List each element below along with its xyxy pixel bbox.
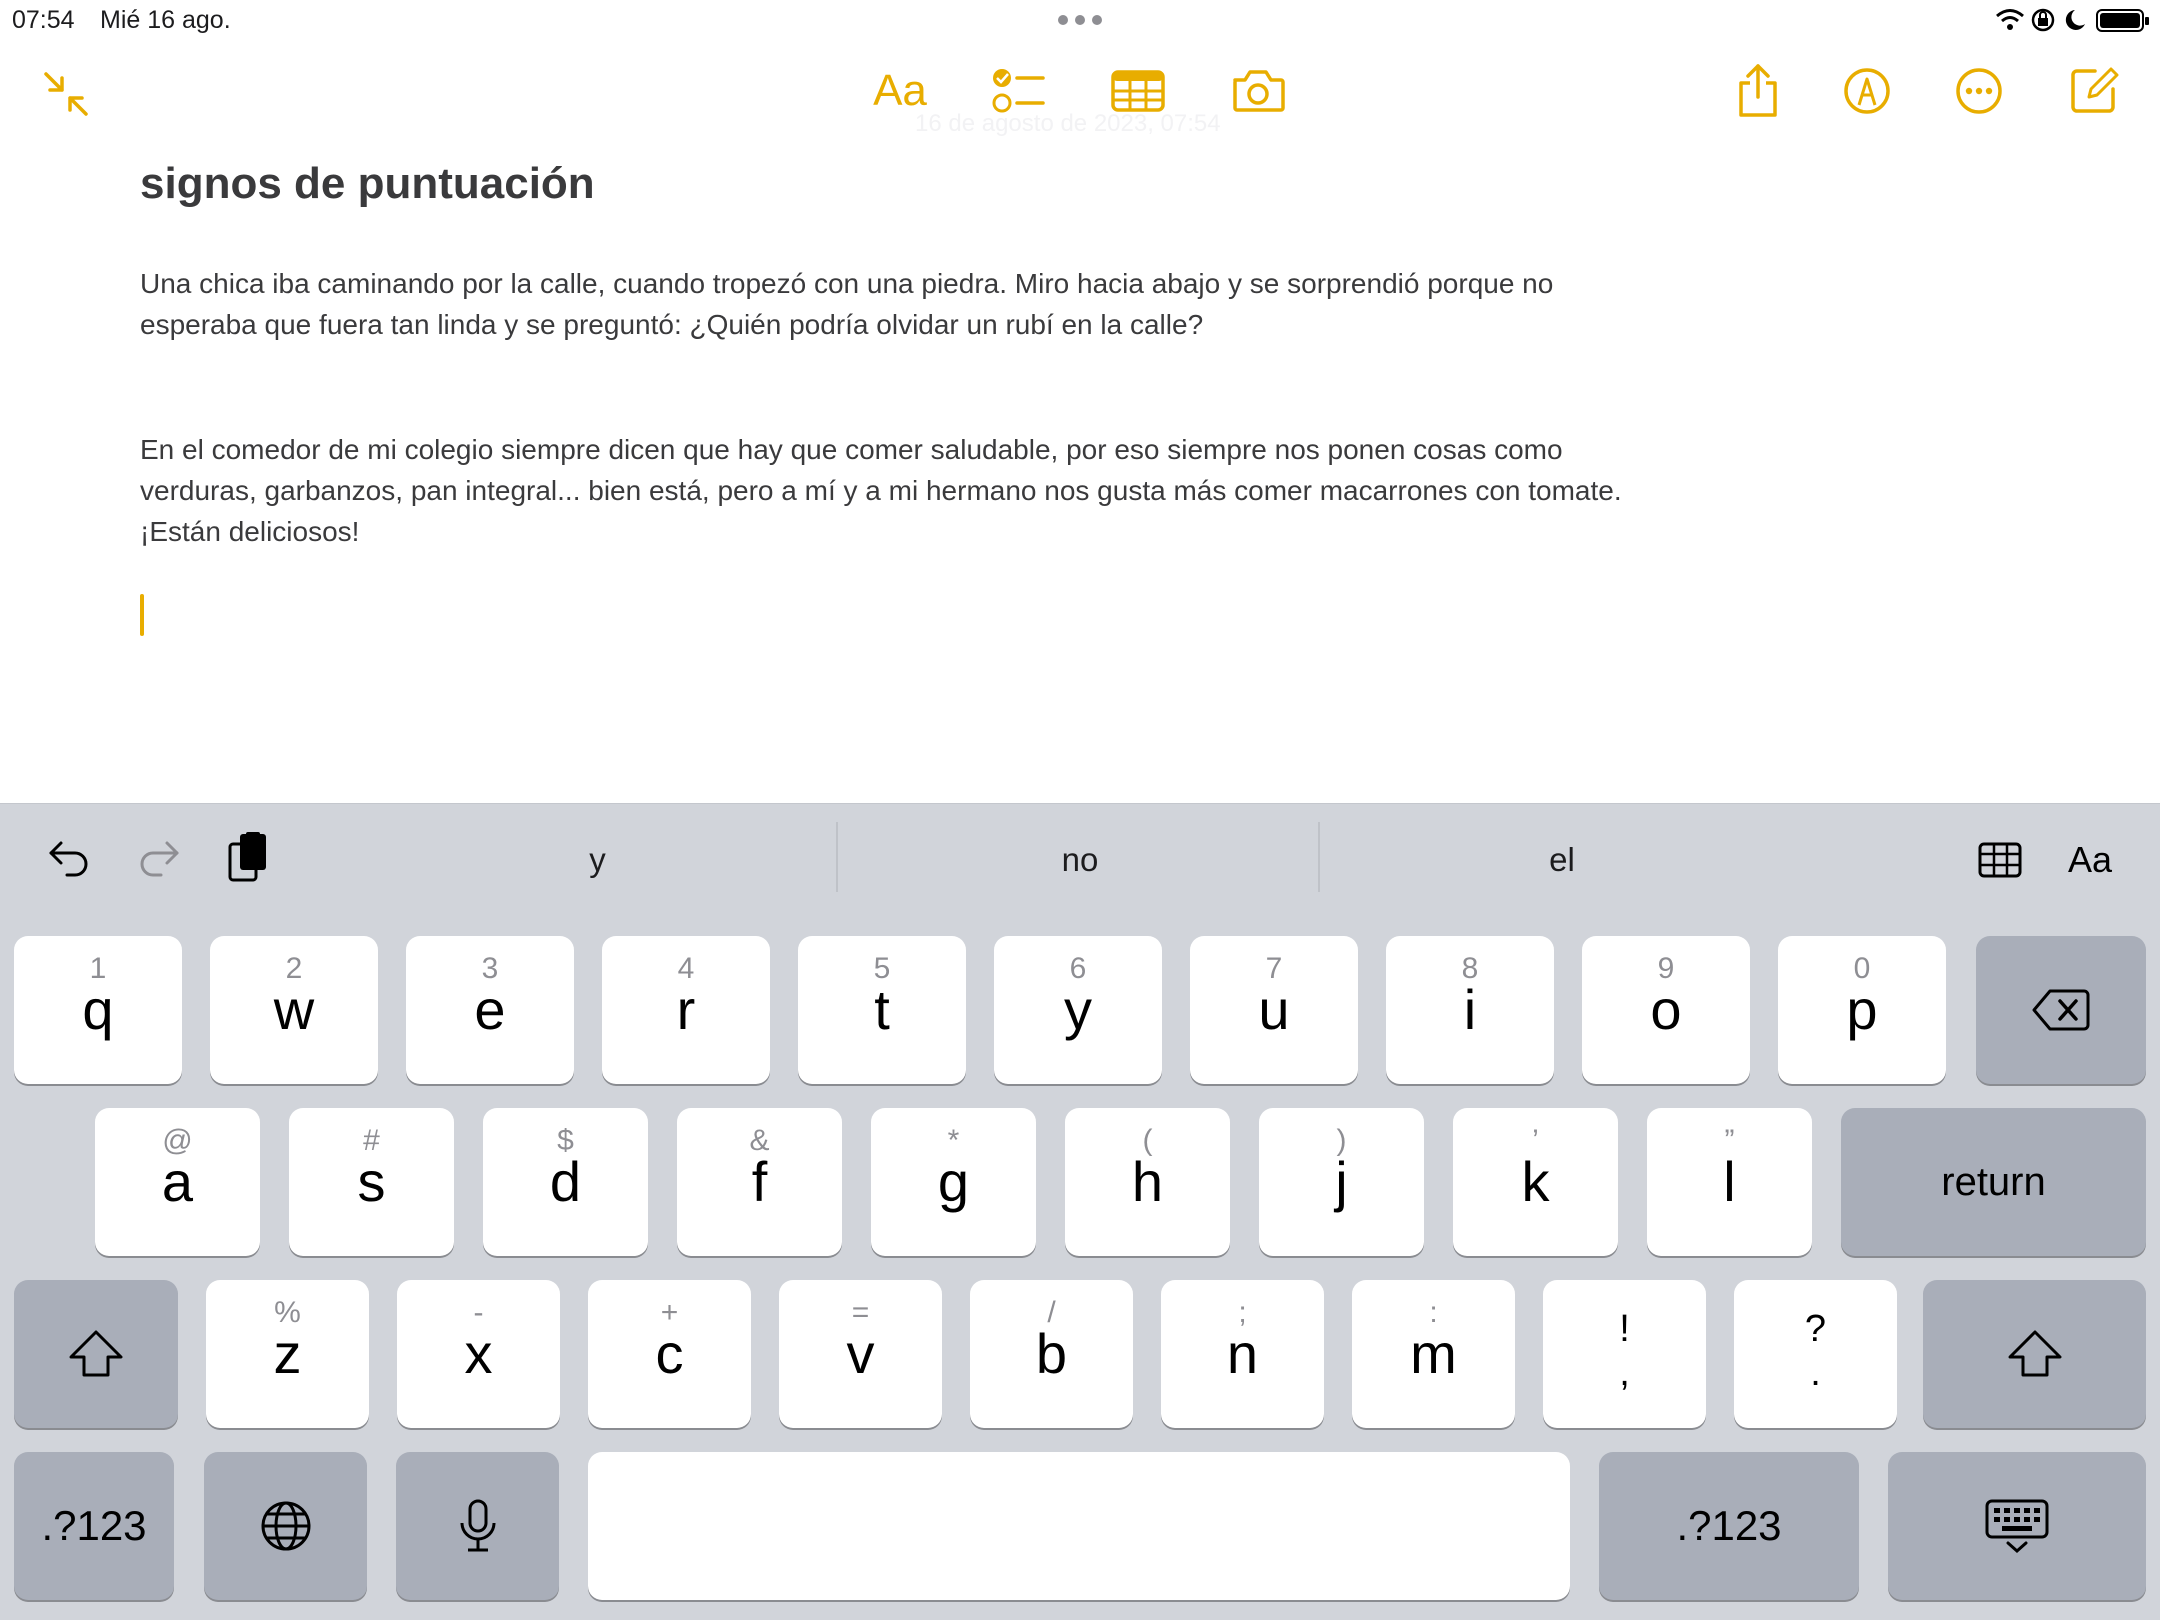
key-v[interactable] [779, 1280, 942, 1428]
note-date-faded: 16 de agosto de 2023, 07:54 [915, 110, 1221, 137]
suggestion-2[interactable]: no [1061, 841, 1099, 878]
table-icon [1978, 842, 2022, 878]
key-label: f [751, 1150, 768, 1213]
status-time: 07:54 [12, 6, 75, 34]
undo-button[interactable] [44, 832, 94, 882]
key-label: g [937, 1150, 970, 1213]
key-alt-label: + [660, 1296, 679, 1329]
battery-icon [2097, 10, 2149, 31]
key-i[interactable] [1386, 936, 1554, 1084]
key-label: q [82, 978, 114, 1041]
key-label: x [464, 1322, 493, 1385]
key-f[interactable] [677, 1108, 842, 1256]
format-button[interactable]: Aa [873, 66, 927, 115]
key-label: return [1941, 1159, 2046, 1204]
key-alt-label: 7 [1265, 952, 1283, 985]
collapse-arrows-icon [42, 70, 90, 118]
key-a[interactable] [95, 1108, 260, 1256]
key-label: k [1521, 1150, 1550, 1213]
key-r[interactable] [602, 936, 770, 1084]
wifi-icon [1997, 11, 2023, 31]
key-alt-label: 2 [285, 952, 303, 985]
key-punct-2[interactable] [1734, 1280, 1897, 1428]
key-l[interactable] [1647, 1108, 1812, 1256]
key-alt-label: 1 [89, 952, 107, 985]
key-alt-label: 0 [1853, 952, 1871, 985]
table-button[interactable] [1110, 68, 1166, 114]
key-alt-label: : [1429, 1296, 1438, 1329]
shift-icon [1923, 1280, 2146, 1428]
redo-icon [137, 837, 181, 877]
key-k[interactable] [1453, 1108, 1618, 1256]
key-n[interactable] [1161, 1280, 1324, 1428]
key-b[interactable] [970, 1280, 1133, 1428]
key-label: o [1650, 978, 1682, 1041]
key-z[interactable] [206, 1280, 369, 1428]
key-label: b [1035, 1322, 1068, 1385]
key-alt-label: 9 [1657, 952, 1675, 985]
key-alt-label: / [1047, 1296, 1056, 1329]
key-u[interactable] [1190, 936, 1358, 1084]
key-label: r [676, 978, 696, 1041]
key-alt-label: ( [1142, 1124, 1153, 1157]
rotation-lock-icon [2033, 10, 2053, 30]
compose-icon [2069, 65, 2119, 115]
undo-icon [47, 837, 91, 877]
key-alt-label: 8 [1461, 952, 1479, 985]
paste-button[interactable] [222, 830, 274, 886]
key-e[interactable] [406, 936, 574, 1084]
suggestion-3[interactable]: el [1549, 841, 1575, 878]
microphone-icon [396, 1452, 559, 1600]
key-label: .?123 [1676, 1502, 1782, 1549]
key-alt-label: ; [1238, 1296, 1247, 1329]
key-o[interactable] [1582, 936, 1750, 1084]
key-label: m [1410, 1322, 1457, 1385]
key-label: n [1226, 1322, 1259, 1385]
insert-table-button[interactable] [1976, 836, 2024, 884]
key-alt-label: 5 [873, 952, 891, 985]
camera-icon [1231, 68, 1285, 112]
key-alt-label: 4 [677, 952, 695, 985]
key-label: y [1064, 978, 1092, 1041]
markup-button[interactable] [1842, 66, 1892, 116]
shift-icon [14, 1280, 178, 1428]
ellipsis-circle-icon [1955, 67, 2003, 115]
key-label: c [655, 1322, 684, 1385]
key-j[interactable] [1259, 1108, 1424, 1256]
key-label: l [1723, 1150, 1736, 1213]
note-paragraph-1[interactable]: Una chica iba caminando por la calle, cuando tropezó con una piedra. Miro hacia abajo y se sorprendió porque no esperaba que fuera tan linda y se preguntó: ¿Quién podría olvidar un rubí en la calle? [140, 268, 1554, 340]
delete-key[interactable] [1976, 936, 2146, 1084]
key-alt-label: & [749, 1124, 770, 1157]
key-label: d [549, 1150, 582, 1213]
table-icon [1111, 70, 1165, 112]
keyboard-dismiss-icon [1888, 1452, 2146, 1600]
text-cursor [140, 594, 144, 636]
key-h[interactable] [1065, 1108, 1230, 1256]
key-alt-label: ’ [1532, 1124, 1539, 1157]
share-icon [1737, 63, 1779, 117]
key-y[interactable] [994, 936, 1162, 1084]
share-button[interactable] [1736, 62, 1780, 118]
key-label: p [1846, 978, 1878, 1041]
key-p[interactable] [1778, 936, 1946, 1084]
redo-button[interactable] [134, 832, 184, 882]
format-text-button[interactable]: Aa [2067, 839, 2113, 880]
key-label: t [874, 978, 890, 1041]
suggestion-divider [1318, 822, 1320, 892]
multitask-dots-icon[interactable] [1057, 14, 1103, 26]
key-alt-label: 3 [481, 952, 499, 985]
key-alt-label: ) [1336, 1124, 1347, 1157]
key-x[interactable] [397, 1280, 560, 1428]
key-label: u [1258, 978, 1290, 1041]
numbers-key-left[interactable] [14, 1452, 174, 1600]
key-label: v [846, 1322, 875, 1385]
suggestion-1[interactable]: y [589, 841, 606, 878]
key-c[interactable] [588, 1280, 751, 1428]
collapse-button[interactable] [40, 68, 92, 120]
key-s[interactable] [289, 1108, 454, 1256]
key-label-top: ? [1804, 1308, 1827, 1350]
return-key[interactable] [1841, 1108, 2146, 1256]
key-label-bottom: , [1619, 1352, 1630, 1394]
delete-icon [1976, 936, 2146, 1084]
globe-icon [204, 1452, 367, 1600]
more-button[interactable] [1954, 66, 2004, 116]
key-alt-label: ” [1724, 1124, 1735, 1157]
key-d[interactable] [483, 1108, 648, 1256]
key-alt-label: $ [557, 1124, 574, 1157]
camera-button[interactable] [1230, 66, 1286, 114]
key-alt-label: @ [162, 1124, 193, 1157]
numbers-key-right[interactable] [1599, 1452, 1859, 1600]
status-date: Mié 16 ago. [100, 6, 231, 34]
suggestion-divider [836, 822, 838, 892]
key-label: i [1463, 978, 1477, 1041]
hide-keyboard-key[interactable] [1888, 1452, 2146, 1600]
status-icons [1993, 6, 2151, 34]
key-alt-label: # [363, 1124, 380, 1157]
markup-pen-icon [1843, 67, 1891, 115]
key-label: z [273, 1322, 302, 1385]
key-t[interactable] [798, 936, 966, 1084]
key-label: a [161, 1150, 194, 1213]
key-label-top: ! [1619, 1308, 1630, 1350]
key-alt-label: = [851, 1296, 870, 1329]
note-title[interactable]: signos de puntuación [140, 159, 595, 208]
globe-key[interactable] [204, 1452, 367, 1600]
key-punct-1[interactable] [1543, 1280, 1706, 1428]
key-alt-label: * [947, 1124, 960, 1157]
key-label: e [474, 978, 506, 1041]
key-label-bottom: . [1810, 1352, 1821, 1394]
space-key[interactable] [588, 1452, 1570, 1600]
shift-key-right[interactable] [1923, 1280, 2146, 1428]
key-alt-label: - [473, 1296, 484, 1329]
moon-icon [2066, 10, 2085, 30]
clipboard-icon [226, 832, 270, 884]
key-label: w [273, 978, 315, 1041]
key-m[interactable] [1352, 1280, 1515, 1428]
key-label: .?123 [41, 1502, 147, 1549]
key-label: s [357, 1150, 386, 1213]
key-w[interactable] [210, 936, 378, 1084]
key-g[interactable] [871, 1108, 1036, 1256]
dictation-key[interactable] [396, 1452, 559, 1600]
key-alt-label: 6 [1069, 952, 1087, 985]
compose-button[interactable] [2068, 64, 2120, 116]
key-label: j [1335, 1150, 1348, 1213]
key-alt-label: % [274, 1296, 301, 1329]
key-label: h [1131, 1150, 1164, 1213]
shift-key-left[interactable] [14, 1280, 178, 1428]
note-paragraph-2[interactable]: En el comedor de mi colegio siempre dicen que hay que comer saludable, por eso siempre nos ponen cosas como verduras, garbanzos, pan integral... bien está, pero a mí y a mi hermano nos gusta más comer macarrones con tomate. ¡Están deliciosos! [140, 434, 1622, 547]
status-bar [0, 0, 2160, 40]
key-q[interactable] [14, 936, 182, 1084]
